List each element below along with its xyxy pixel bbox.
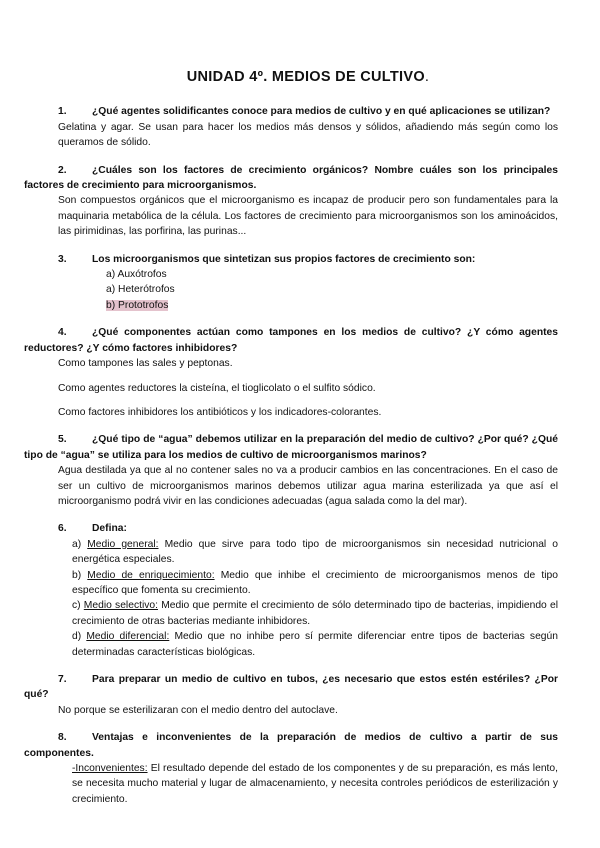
question-heading: 4. ¿Qué componentes actúan como tampones en los medios de cultivo? ¿Y cómo agentes reductores? ¿Y cómo factores inhibidores? xyxy=(24,327,558,354)
definitions-list xyxy=(72,537,558,660)
options-list xyxy=(106,267,558,313)
question-7 xyxy=(24,672,558,718)
question-8 xyxy=(24,730,558,807)
answer-text: Son compuestos orgánicos que el microorganismo es incapaz de producir pero son fundamentales para la maquinaria metabólica de la célula. Los factores de crecimiento para microorganismos son los aminoácidos, las pirimidinas, las porfirina, las purinas... xyxy=(58,195,558,238)
question-5 xyxy=(24,432,558,509)
definition-item: d) Medio diferencial: Medio que no inhibe pero sí permite diferenciar entre tipos de bacterias según determinadas características biológicas. xyxy=(72,631,558,658)
question-heading: 2. ¿Cuáles son los factores de crecimiento orgánicos? Nombre cuáles son los principales factores de crecimiento para microorganismos. xyxy=(24,164,558,192)
document-page xyxy=(24,69,558,819)
question-1 xyxy=(58,104,558,150)
question-heading: 3. Los microorganismos que sintetizan sus propios factores de crecimiento son: xyxy=(58,253,476,265)
definition-item: b) Medio de enriquecimiento: Medio que inhibe el crecimiento de microorganismos menos de tipo específico que fomenta su crecimiento. xyxy=(72,569,558,596)
question-heading: 6. Defina: xyxy=(58,523,127,535)
answer-text: Como tampones las sales y peptonas. xyxy=(58,358,233,370)
definition-item: a) Medio general: Medio que sirve para todo tipo de microorganismos sin necesidad nutricional o energética especiales. xyxy=(72,538,558,566)
question-2 xyxy=(24,163,558,240)
question-heading: 8. Ventajas e inconvenientes de la preparación de medios de cultivo a partir de sus componentes. xyxy=(24,732,558,759)
answer-text: Agua destilada ya que al no contener sales no va a producir cambios en las concentraciones. En el caso de ser un cultivo de microorganismos marinos debemos utilizar agua marina esterilizada ya que así el microorganismo podrá vivir en las condiciones adecuadas (agua salada como la del mar). xyxy=(58,465,558,507)
question-heading: 7. Para preparar un medio de cultivo en tubos, ¿es necesario que estos estén estériles? ¿Por qué? xyxy=(24,674,558,701)
highlight: b) Prototrofos xyxy=(106,299,169,311)
question-heading: 1. ¿Qué agentes solidificantes conoce para medios de cultivo y en qué aplicaciones se utilizan? xyxy=(58,106,551,118)
option-item-selected xyxy=(106,298,558,313)
definition-item: c) Medio selectivo: Medio que permite el crecimiento de sólo determinado tipo de bacterias, impidiendo el crecimiento de otras bacterias mediante inhibidores. xyxy=(72,600,558,627)
question-6 xyxy=(58,521,558,660)
answer-text: No porque se esterilizaran con el medio dentro del autoclave. xyxy=(58,704,338,716)
page-title: UNIDAD 4º. MEDIOS DE CULTIVO. xyxy=(186,69,430,85)
option-item: a) Auxótrofos xyxy=(106,269,167,281)
answer-text: Como factores inhibidores los antibióticos y los indicadores-colorantes. xyxy=(58,406,382,418)
question-4 xyxy=(24,325,558,420)
answer-text: Como agentes reductores la cisteína, el tioglicolato o el sulfito sódico. xyxy=(58,382,376,394)
question-3 xyxy=(58,252,558,314)
option-item: a) Heterótrofos xyxy=(106,284,175,296)
question-heading: 5. ¿Qué tipo de “agua” debemos utilizar en la preparación del medio de cultivo? ¿Por qué? ¿Qué tipo de “agua” se utiliza para los medios de cultivo de microorganismos marinos? xyxy=(24,434,558,461)
answer-text: Gelatina y agar. Se usan para hacer los medios más densos y sólidos, añadiendo más según como los queramos de sólido. xyxy=(58,121,558,149)
answer-text: -Inconvenientes: El resultado depende del estado de los componentes y de su preparación, es más lento, se necesita mucho material y lugar de almacenamiento, y necesita controles periódicos de esterilización y crecimiento. xyxy=(72,763,558,805)
